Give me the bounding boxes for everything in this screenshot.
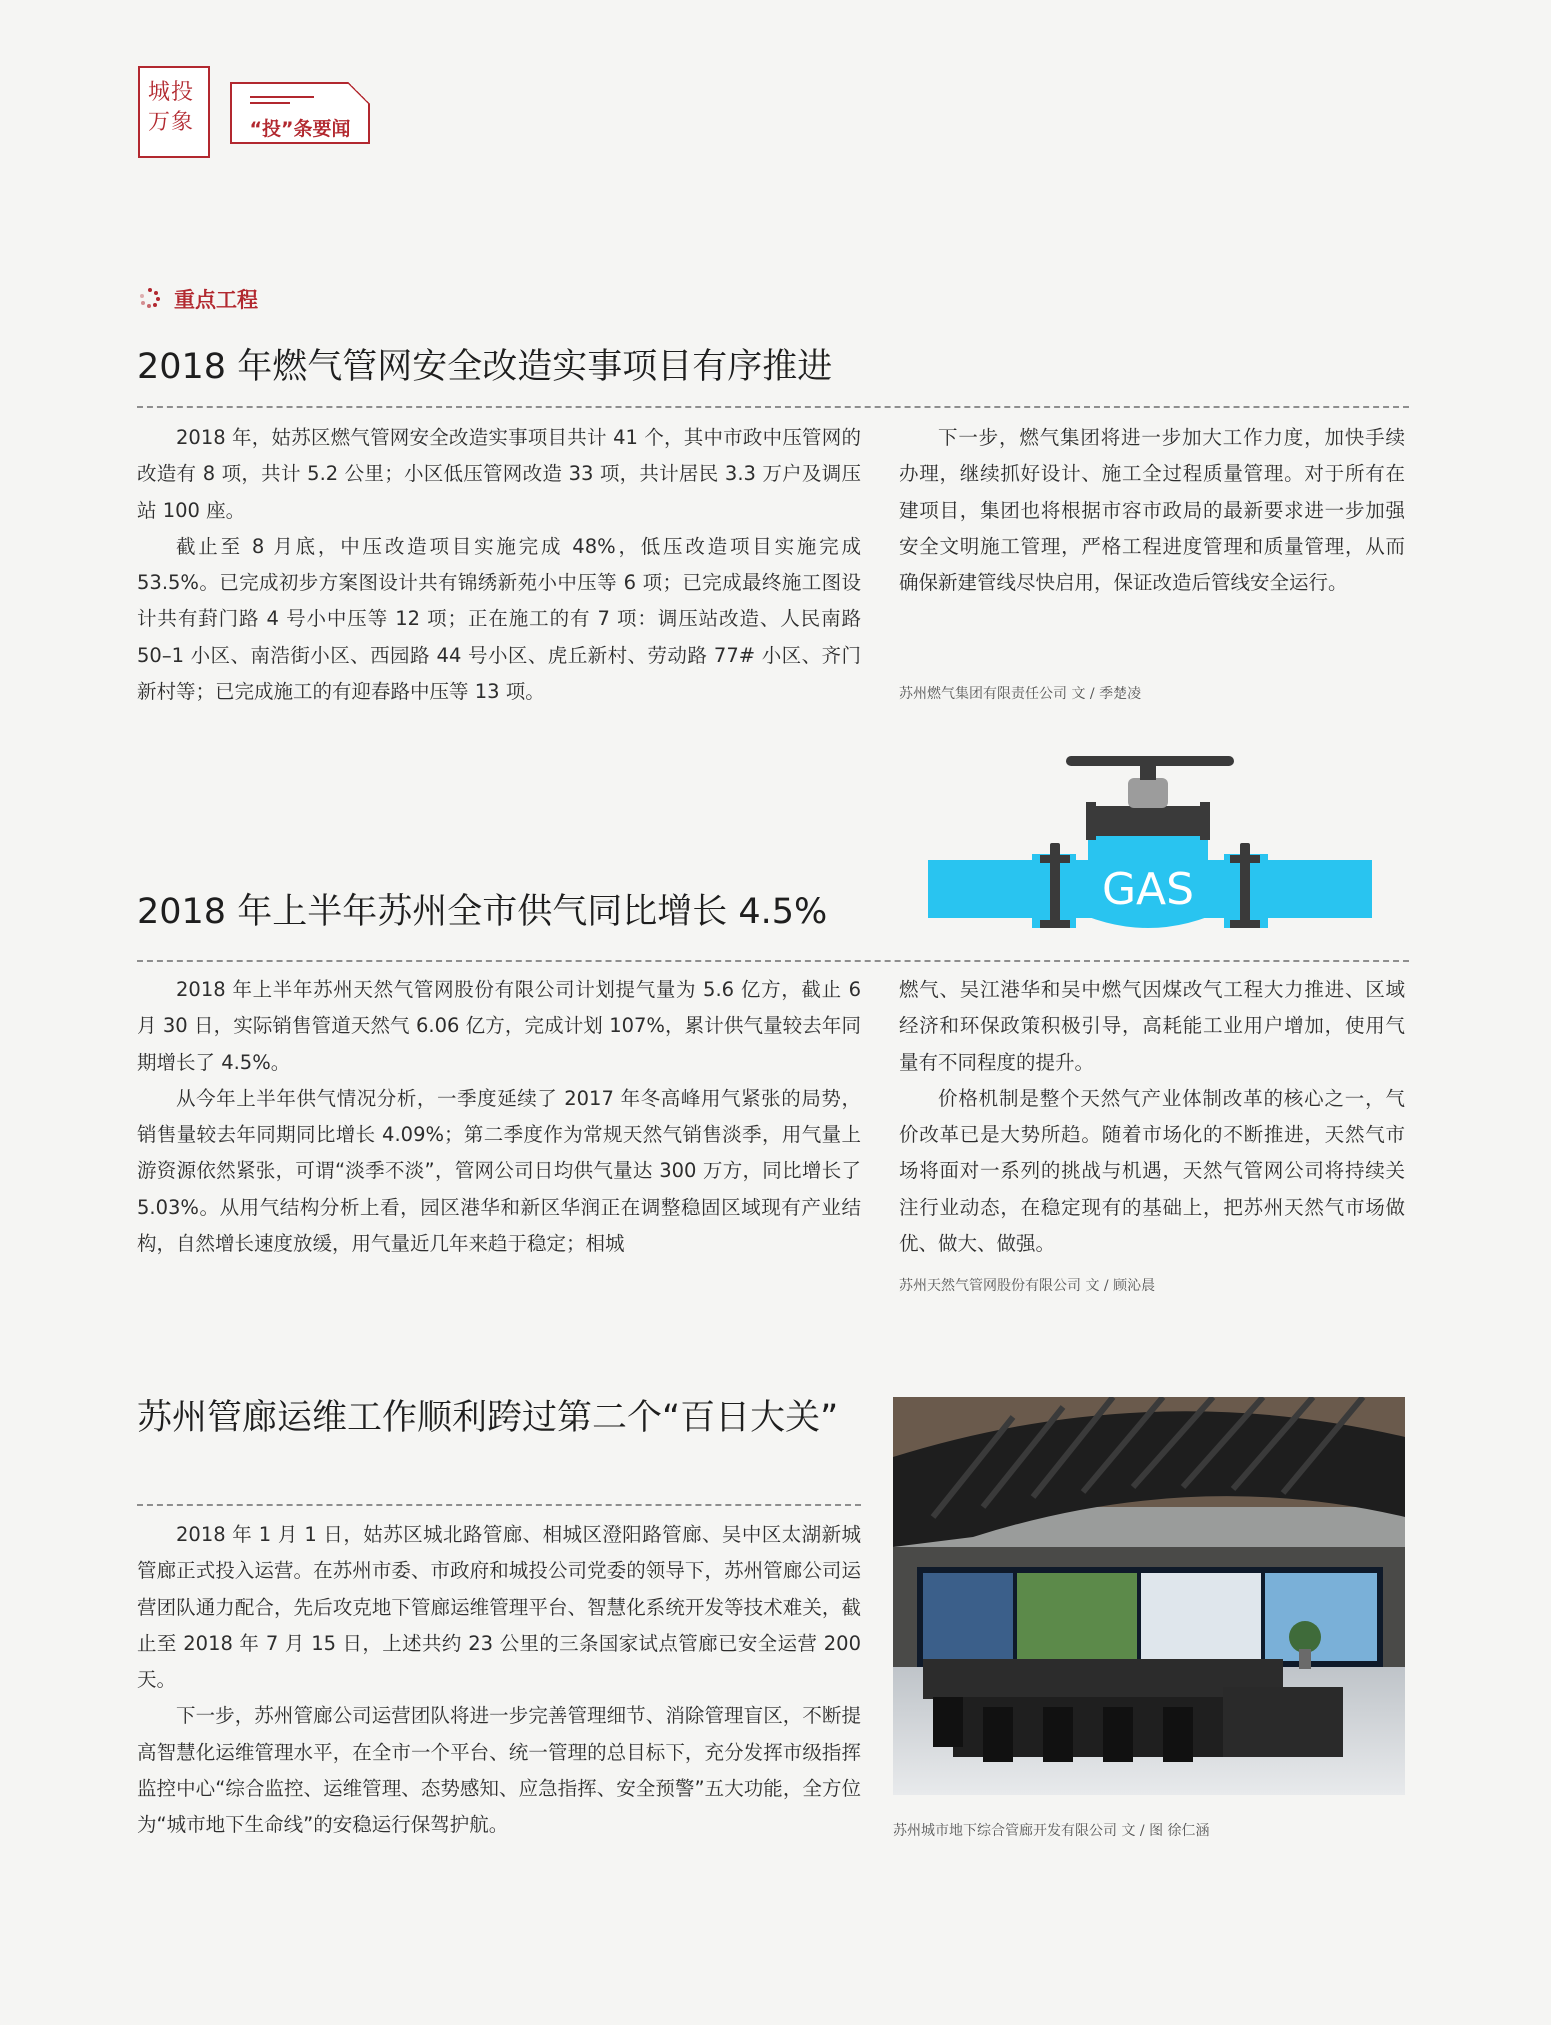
- valve-handle-icon: [1066, 756, 1234, 766]
- paragraph: 2018 年 1 月 1 日，姑苏区城北路管廊、相城区澄阳路管廊、吴中区太湖新城管廊正式投入运营。在苏州市委、市政府和城投公司党委的领导下，苏州管廊公司运营团队通力配合，先后攻克地下管廊运维管理平台、智慧化系统开发等技术难关，截止至 2018 年 7 月 15 日，上述共约 23 公里的三条国家试点管廊已安全运营 200 天。: [137, 1523, 861, 1692]
- column-tag: [230, 82, 370, 144]
- paragraph: 2018 年上半年苏州天然气管网股份有限公司计划提气量为 5.6 亿方，截止 6 月 30 日，实际销售管道天然气 6.06 亿方，完成计划 107%，累计供气量较去年同期增长了 4.5%。: [137, 978, 861, 1074]
- paragraph: 下一步，燃气集团将进一步加大工作力度，加快手续办理，继续抓好设计、施工全过程质量管理。对于所有在建项目，集团也将根据市容市政局的最新要求进一步加强安全文明施工管理，严格工程进度管理和质量管理，从而确保新建管线尽快启用，保证改造后管线安全运行。: [899, 426, 1405, 595]
- document-lines-icon: [250, 96, 320, 108]
- article-3-credit: 苏州城市地下综合管廊开发有限公司 文 / 图 徐仁涵: [893, 1823, 1210, 1839]
- article-1-title: 2018 年燃气管网安全改造实事项目有序推进: [137, 347, 833, 387]
- article-1-left-column: [137, 420, 861, 710]
- gas-valve-illustration: [928, 748, 1372, 928]
- section-title: 重点工程: [174, 288, 258, 312]
- dots-spinner-icon: [140, 288, 160, 308]
- paragraph: 价格机制是整个天然气产业体制改革的核心之一，气价改革已是大势所趋。随着市场化的不断推进，天然气市场将面对一系列的挑战与机遇，天然气管网公司将持续关注行业动态，在稳定现有的基础上，把苏州天然气市场做优、做大、做强。: [899, 1086, 1405, 1256]
- brand-logo-text: 城投万象: [148, 80, 195, 135]
- gas-label: GAS: [1101, 864, 1195, 915]
- paragraph: 下一步，苏州管廊公司运营团队将进一步完善管理细节、消除管理盲区，不断提高智慧化运维管理水平，在全市一个平台、统一管理的总目标下，充分发挥市级指挥监控中心“综合监控、运维管理、态势感知、应急指挥、安全预警”五大功能，全方位为“城市地下生命线”的安稳运行保驾护航。: [137, 1704, 861, 1837]
- brand-logo: [138, 66, 210, 158]
- article-2-left-column: [137, 972, 861, 1262]
- paragraph: 截止至 8 月底，中压改造项目实施完成 48%，低压改造项目实施完成 53.5%。已完成初步方案图设计共有锦绣新苑小中压等 6 项；已完成最终施工图设计共有葑门路 4 号小中压等 12 项；正在施工的有 7 项：调压站改造、人民南路 50–1 小区、南浩街小区、西园路 44 号小区、虎丘新村、劳动路 77# 小区、齐门新村等；已完成施工的有迎春路中压等 13 项。: [137, 534, 861, 704]
- article-3-title: 苏州管廊运维工作顺利跨过第二个“百日大关”: [137, 1398, 839, 1438]
- paragraph: 从今年上半年供气情况分析，一季度延续了 2017 年冬高峰用气紧张的局势，销售量较去年同期同比增长 4.09%；第二季度作为常规天然气销售淡季，用气量上游资源依然紧张，可谓“淡季不淡”，管网公司日均供气量达 300 万方，同比增长了 5.03%。从用气结构分析上看，园区港华和新区华润正在调整稳固区域现有产业结构，自然增长速度放缓，用气量近几年来趋于稳定；相城: [137, 1086, 861, 1256]
- valve-stem-icon: [1128, 778, 1168, 808]
- divider: [137, 960, 1409, 962]
- column-name: “投”条要闻: [249, 118, 351, 140]
- article-2-title: 2018 年上半年苏州全市供气同比增长 4.5%: [137, 892, 828, 932]
- article-1-right-column: [899, 420, 1405, 601]
- valve-body-icon: [1090, 806, 1206, 836]
- control-room-photo: [893, 1397, 1405, 1795]
- paragraph: 2018 年，姑苏区燃气管网安全改造实事项目共计 41 个，其中市政中压管网的改造有 8 项，共计 5.2 公里；小区低压管网改造 33 项，共计居民 3.3 万户及调压站 100 座。: [137, 426, 861, 522]
- article-2-right-column: [899, 972, 1405, 1262]
- article-3-column: [137, 1517, 861, 1844]
- paragraph: 燃气、吴江港华和吴中燃气因煤改气工程大力推进、区域经济和环保政策积极引导，高耗能工业用户增加，使用气量有不同程度的提升。: [899, 978, 1405, 1074]
- article-1-credit: 苏州燃气集团有限责任公司 文 / 季楚凌: [899, 686, 1142, 702]
- divider: [137, 406, 1409, 408]
- divider: [137, 1504, 861, 1506]
- folded-corner-icon: [348, 82, 370, 104]
- article-2-credit: 苏州天然气管网股份有限公司 文 / 顾沁晨: [899, 1278, 1156, 1294]
